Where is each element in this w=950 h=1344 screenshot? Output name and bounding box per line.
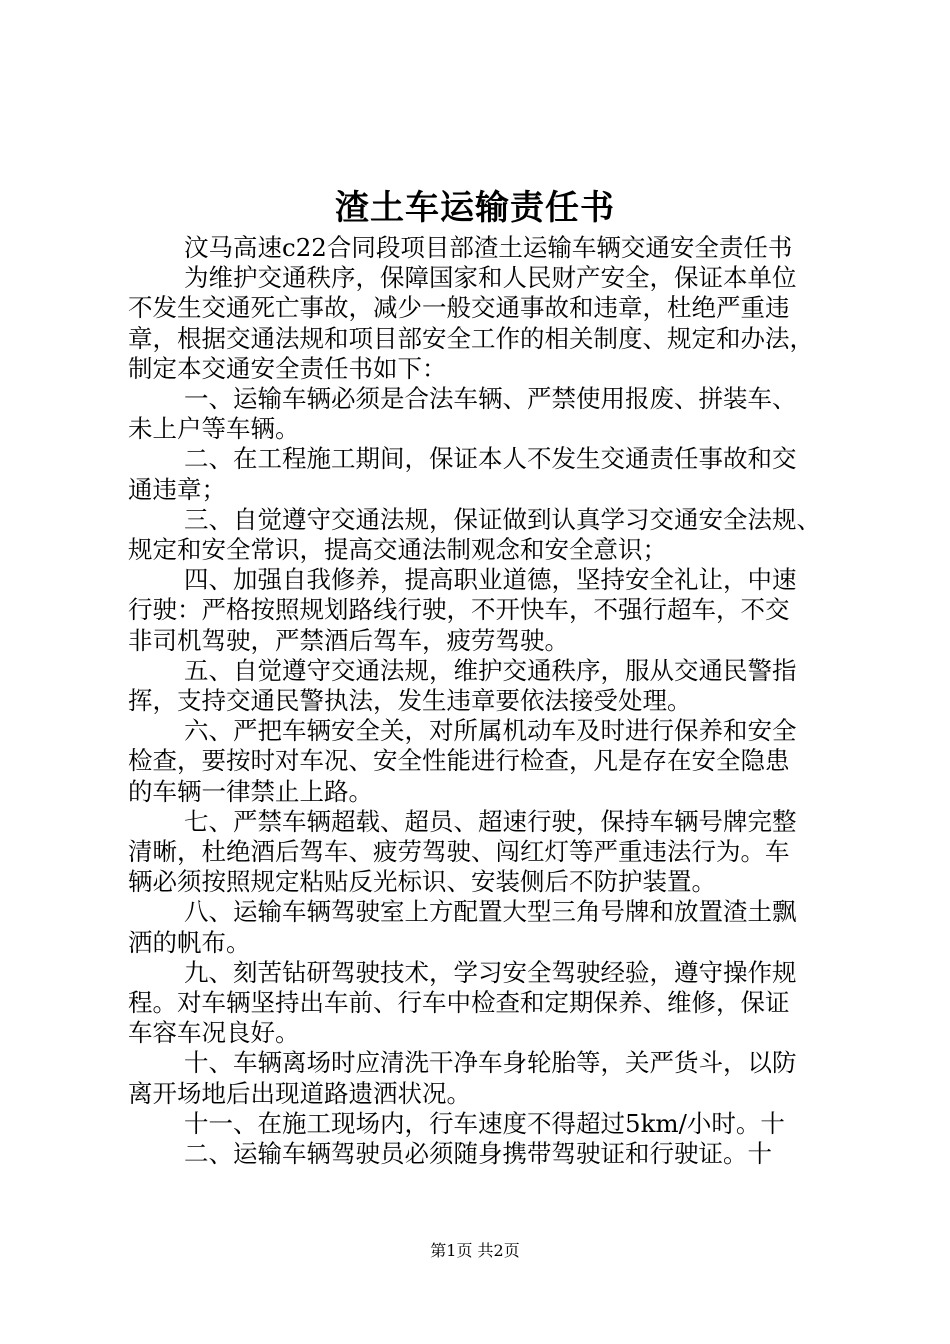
- body-line: 的车辆一律禁止上路。: [128, 776, 373, 806]
- body-line: 通违章；: [128, 474, 226, 504]
- body-line: 程。对车辆坚持出车前、行车中检查和定期保养、维修，保证: [128, 988, 790, 1018]
- body-line: 规定和安全常识，提高交通法制观念和安全意识；: [128, 535, 667, 565]
- page-footer: 第1页 共2页: [430, 1241, 520, 1260]
- body-line: 检查，要按时对车况、安全性能进行检查，凡是存在安全隐患: [128, 746, 790, 776]
- body-line: 为维护交通秩序，保障国家和人民财产安全，保证本单位: [184, 263, 797, 293]
- body-line: 未上户等车辆。: [128, 414, 300, 444]
- body-line: 一、运输车辆必须是合法车辆、严禁使用报废、拼装车、: [184, 384, 797, 414]
- body-line: 辆必须按照规定粘贴反光标识、安装侧后不防护装置。: [128, 867, 716, 897]
- body-line: 行驶：严格按照规划路线行驶，不开快车，不强行超车，不交: [128, 595, 790, 625]
- body-line: 洒的帆布。: [128, 927, 251, 957]
- document-body: [128, 233, 840, 1169]
- body-line: 五、自觉遵守交通法规，维护交通秩序，服从交通民警指: [184, 655, 797, 685]
- body-line: 非司机驾驶，严禁酒后驾车，疲劳驾驶。: [128, 625, 569, 655]
- body-line: 三、自觉遵守交通法规，保证做到认真学习交通安全法规、: [184, 504, 821, 534]
- body-line: 八、运输车辆驾驶室上方配置大型三角号牌和放置渣土飘: [184, 897, 797, 927]
- body-line: 四、加强自我修养，提高职业道德，坚持安全礼让，中速: [184, 565, 797, 595]
- body-line: 二、在工程施工期间，保证本人不发生交通责任事故和交: [184, 444, 797, 474]
- body-line: 七、严禁车辆超载、超员、超速行驶，保持车辆号牌完整: [184, 806, 797, 836]
- body-line: 章，根据交通法规和项目部安全工作的相关制度、规定和办法，: [128, 323, 814, 353]
- body-line: 制定本交通安全责任书如下：: [128, 353, 447, 383]
- body-line: 汶马高速c22合同段项目部渣土运输车辆交通安全责任书: [184, 233, 793, 262]
- body-line: 离开场地后出现道路遗洒状况。: [128, 1078, 471, 1108]
- body-line: 清晰，杜绝酒后驾车、疲劳驾驶、闯红灯等严重违法行为。车: [128, 837, 790, 867]
- body-line: 九、刻苦钻研驾驶技术，学习安全驾驶经验，遵守操作规: [184, 957, 797, 987]
- body-line: 车容车况良好。: [128, 1018, 300, 1048]
- body-line: 挥，支持交通民警执法，发生违章要依法接受处理。: [128, 686, 692, 716]
- body-line: 十、车辆离场时应清洗干净车身轮胎等，关严货斗，以防: [184, 1048, 797, 1078]
- body-line: 不发生交通死亡事故，减少一般交通事故和违章，杜绝严重违: [128, 293, 790, 323]
- body-line: 十一、在施工现场内，行车速度不得超过5km/小时。十: [184, 1108, 785, 1138]
- body-line: 六、严把车辆安全关，对所属机动车及时进行保养和安全: [184, 716, 797, 746]
- document-title: 渣土车运输责任书: [335, 188, 615, 228]
- body-line: 二、运输车辆驾驶员必须随身携带驾驶证和行驶证。十: [184, 1139, 772, 1169]
